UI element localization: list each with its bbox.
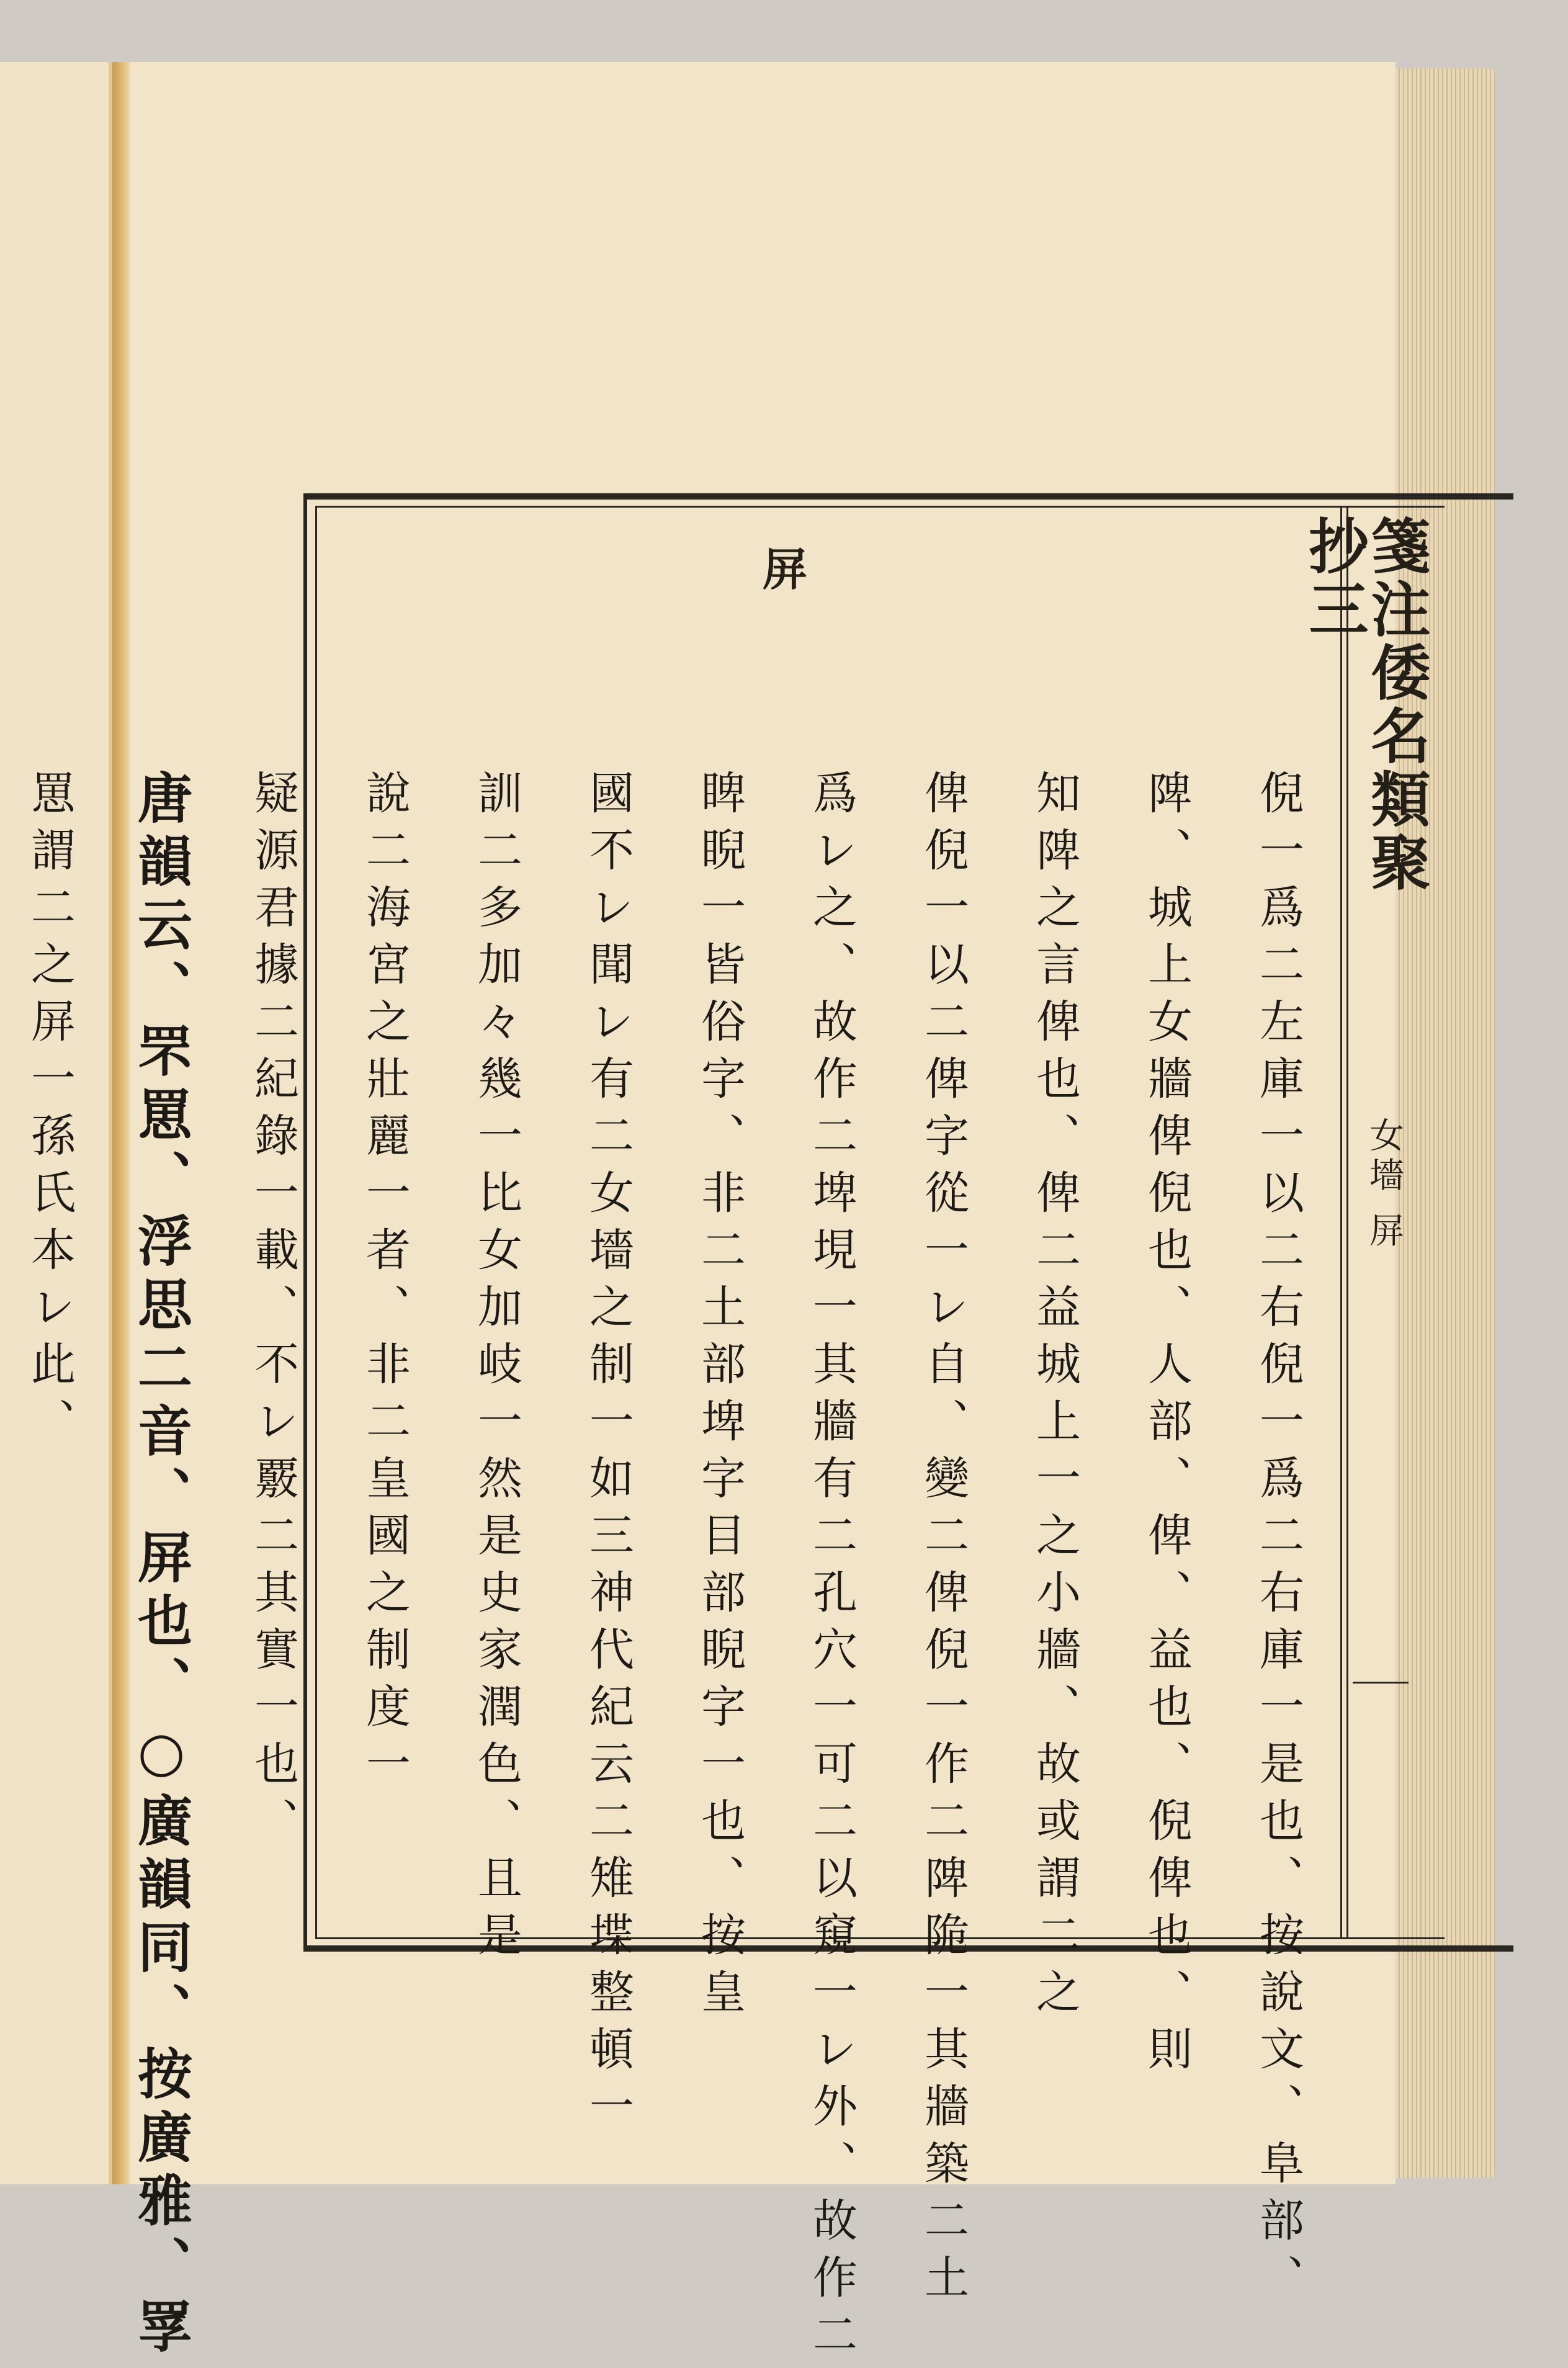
text-column: 倪一爲二左庫一以二右倪一爲二右庫一是也、按說文、阜部、 [1252,769,1304,2311]
book-title-text: 箋注倭名類聚抄 [1299,515,1431,895]
margin-tick-mark [1353,1682,1409,1684]
volume-number: 三 [1299,578,1369,642]
book-title [1299,515,1431,949]
margin-subtitle: 女墻 屏 [1364,1117,1404,1252]
text-column: 陴、城上女牆俾倪也、人部、俾、益也、倪俾也、則 [1140,769,1193,2083]
text-column: 罳謂二之屏一孫氏本レ此、 [24,769,76,1455]
text-column: 訓二多加々幾一比女加岐一然是史家潤色、且是 [470,769,522,1968]
margin-divider-2 [1346,506,1348,1939]
main-text [24,769,1334,2368]
text-column: 俾倪一以二俾字從一レ自、變二俾倪一作二陴陒一其牆築二土 [917,769,969,2311]
text-column: 知陴之言俾也、俾二益城上一之小牆、故或謂二之 [1029,769,1081,2025]
text-column: 國不レ聞レ有二女墻之制一如三神代紀云二雉堞整頓一 [582,769,634,2140]
text-column: 爲レ之、故作二埤垷一其牆有二孔穴一可二以窺一レ外、故作二 [805,769,858,2368]
section-heading: 屏 [762,543,807,596]
text-column: 說二海宮之壯麗一者、非二皇國之制度一 [359,769,411,1797]
text-column: 疑源君據二紀錄一載、不レ覈二其實一也、 [247,769,299,1854]
margin-divider [1340,506,1342,1939]
text-column-entry: 唐韻云、罘罳、浮思二音、屏也、○廣韻同、按廣雅、罦 [129,769,194,2362]
text-column: 睥睨一皆俗字、非二土部埤字目部睨字一也、按皇 [694,769,746,2025]
